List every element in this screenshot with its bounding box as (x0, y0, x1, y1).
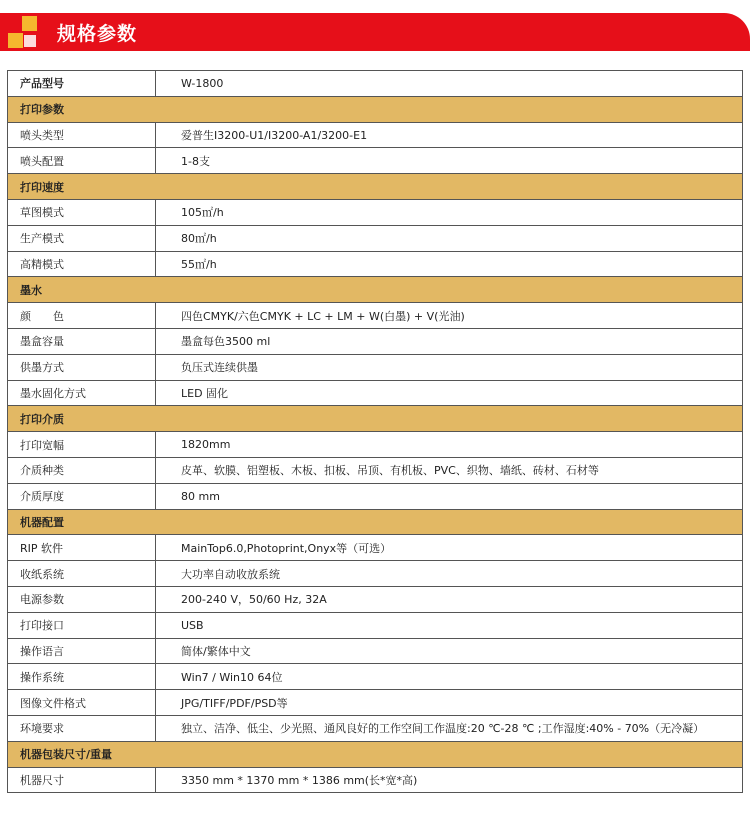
spec-label: 操作系统 (8, 664, 156, 690)
spec-label: 颜 色 (8, 303, 156, 329)
spec-value: 200-240 V，50/60 Hz, 32A (156, 586, 743, 612)
spec-label: 图像文件格式 (8, 690, 156, 716)
table-row (8, 715, 743, 741)
table-row (8, 328, 743, 354)
table-row (8, 612, 743, 638)
spec-value: LED 固化 (156, 380, 743, 406)
spec-value: Win7 / Win10 64位 (156, 664, 743, 690)
section-header-label: 打印速度 (8, 174, 743, 200)
table-row (8, 483, 743, 509)
section-header-label: 机器包装尺寸/重量 (8, 741, 743, 767)
spec-value: USB (156, 612, 743, 638)
spec-label: 介质厚度 (8, 483, 156, 509)
table-row (8, 354, 743, 380)
spec-value: 独立、洁净、低尘、少光照、通风良好的工作空间工作温度:20 ℃-28 ℃ ;工作湿度:40% - 70%（无冷凝） (156, 715, 743, 741)
spec-label: 喷头配置 (8, 148, 156, 174)
section-header-label: 机器配置 (8, 509, 743, 535)
table-row (8, 767, 743, 793)
section-header-row (8, 741, 743, 767)
table-row (8, 690, 743, 716)
spec-label: 墨盒容量 (8, 328, 156, 354)
spec-value: 爱普生I3200-U1/I3200-A1/3200-E1 (156, 122, 743, 148)
spec-value: 墨盒每色3500 ml (156, 328, 743, 354)
section-header-row (8, 96, 743, 122)
spec-value: 3350 mm * 1370 mm * 1386 mm(长*宽*高) (156, 767, 743, 793)
spec-label: 高精模式 (8, 251, 156, 277)
banner-decoration-icon (0, 13, 42, 51)
spec-label: 环境要求 (8, 715, 156, 741)
spec-value: 55㎡/h (156, 251, 743, 277)
spec-label: 打印宽幅 (8, 432, 156, 458)
spec-label: 电源参数 (8, 586, 156, 612)
spec-label: RIP 软件 (8, 535, 156, 561)
table-row (8, 199, 743, 225)
spec-label: 草图模式 (8, 199, 156, 225)
spec-value: JPG/TIFF/PDF/PSD等 (156, 690, 743, 716)
section-header-row (8, 277, 743, 303)
table-row (8, 457, 743, 483)
table-row (8, 432, 743, 458)
spec-label: 供墨方式 (8, 354, 156, 380)
spec-label: 收纸系统 (8, 561, 156, 587)
table-row (8, 303, 743, 329)
table-row (8, 535, 743, 561)
table-row (8, 561, 743, 587)
spec-label: 打印接口 (8, 612, 156, 638)
section-banner (0, 13, 750, 51)
spec-label: 墨水固化方式 (8, 380, 156, 406)
spec-value: W-1800 (156, 71, 743, 97)
spec-label: 介质种类 (8, 457, 156, 483)
spec-label: 喷头类型 (8, 122, 156, 148)
spec-label: 操作语言 (8, 638, 156, 664)
table-row (8, 148, 743, 174)
table-row (8, 664, 743, 690)
section-header-label: 打印参数 (8, 96, 743, 122)
banner-bar (42, 13, 750, 51)
spec-value: 大功率自动收放系统 (156, 561, 743, 587)
section-header-label: 打印介质 (8, 406, 743, 432)
table-row (8, 225, 743, 251)
spec-value: MainTop6.0,Photoprint,Onyx等（可选） (156, 535, 743, 561)
spec-value: 负压式连续供墨 (156, 354, 743, 380)
table-row (8, 586, 743, 612)
spec-value: 80㎡/h (156, 225, 743, 251)
spec-value: 1820mm (156, 432, 743, 458)
section-header-row (8, 174, 743, 200)
table-row (8, 122, 743, 148)
spec-value: 皮革、软膜、铝塑板、木板、扣板、吊顶、有机板、PVC、织物、墙纸、砖材、石材等 (156, 457, 743, 483)
spec-value: 简体/繁体中文 (156, 638, 743, 664)
table-row (8, 71, 743, 97)
page-title: 规格参数 (57, 23, 138, 45)
section-header-row (8, 406, 743, 432)
spec-table-body (8, 71, 743, 793)
spec-value: 四色CMYK/六色CMYK + LC + LM + W(白墨) + V(光油) (156, 303, 743, 329)
table-row (8, 380, 743, 406)
spec-value: 105㎡/h (156, 199, 743, 225)
section-header-row (8, 509, 743, 535)
table-row (8, 638, 743, 664)
spec-label: 生产模式 (8, 225, 156, 251)
spec-value: 80 mm (156, 483, 743, 509)
spec-label: 产品型号 (8, 71, 156, 97)
table-row (8, 251, 743, 277)
spec-label: 机器尺寸 (8, 767, 156, 793)
spec-value: 1-8支 (156, 148, 743, 174)
section-header-label: 墨水 (8, 277, 743, 303)
spec-table (7, 70, 743, 793)
